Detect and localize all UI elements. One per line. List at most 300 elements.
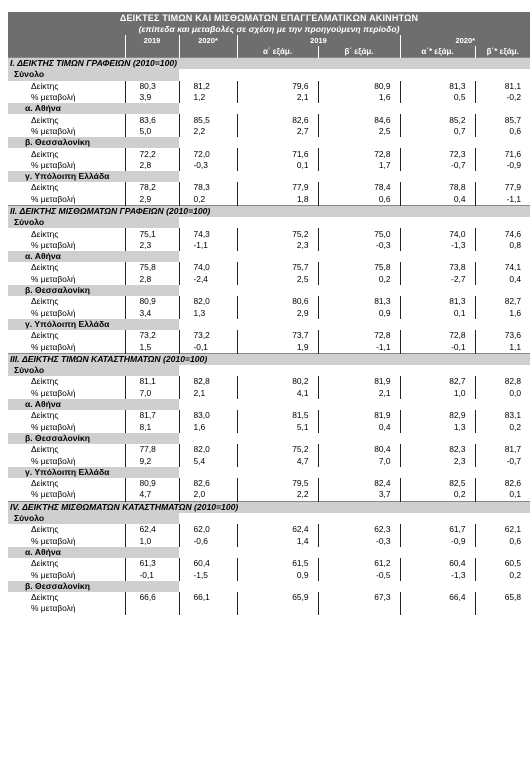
group-name: γ. Υπόλοιπη Ελλάδα bbox=[8, 467, 179, 478]
group-spacer bbox=[179, 365, 530, 376]
table-row bbox=[8, 603, 530, 614]
row-label: % μεταβολή bbox=[31, 421, 76, 432]
document-page bbox=[8, 12, 530, 615]
value-cell: 65,8 bbox=[475, 592, 530, 603]
row-label: Δείκτης bbox=[31, 114, 59, 125]
value-cell: 1,6 bbox=[318, 92, 400, 103]
year-header-row bbox=[8, 35, 530, 46]
value-cell: 81,1 bbox=[475, 81, 530, 92]
table-row bbox=[8, 81, 530, 92]
value-cell: 81,9 bbox=[318, 376, 400, 387]
year-header: 2020* bbox=[179, 35, 237, 46]
value-cell: 71,6 bbox=[475, 148, 530, 159]
value-cell: 78,4 bbox=[318, 182, 400, 193]
value-cell: 2,0 bbox=[179, 489, 237, 501]
value-cell: 1,0 bbox=[125, 535, 179, 546]
group-spacer bbox=[179, 513, 530, 524]
value-cell: 1,9 bbox=[237, 341, 318, 353]
value-cell: 2,1 bbox=[179, 388, 237, 399]
value-cell: 66,6 bbox=[125, 592, 179, 603]
value-cell: 67,3 bbox=[318, 592, 400, 603]
section-header-row bbox=[8, 353, 530, 365]
row-label: % μεταβολή bbox=[31, 387, 76, 398]
table-row bbox=[8, 228, 530, 239]
row-label: Δείκτης bbox=[31, 444, 59, 455]
value-cell: -0,3 bbox=[318, 535, 400, 546]
row-label: % μεταβολή bbox=[31, 603, 76, 614]
value-cell bbox=[400, 603, 475, 614]
group-name: β. Θεσσαλονίκη bbox=[8, 433, 179, 444]
value-cell: 2,8 bbox=[125, 274, 179, 285]
group-header-row bbox=[8, 399, 530, 410]
section-header-row bbox=[8, 205, 530, 217]
value-cell: 62,4 bbox=[237, 524, 318, 535]
value-cell: 9,2 bbox=[125, 455, 179, 466]
row-label: % μεταβολή bbox=[31, 535, 76, 546]
value-cell: 82,6 bbox=[237, 114, 318, 125]
value-cell: 82,4 bbox=[318, 478, 400, 489]
value-cell: 82,9 bbox=[400, 410, 475, 421]
value-cell: 81,3 bbox=[400, 81, 475, 92]
group-header-row bbox=[8, 137, 530, 148]
value-cell: 72,8 bbox=[318, 330, 400, 341]
value-cell: 0,2 bbox=[179, 194, 237, 206]
value-cell: 0,4 bbox=[318, 422, 400, 433]
table-row bbox=[8, 330, 530, 341]
row-label: Δείκτης bbox=[31, 148, 59, 159]
value-cell: 1,8 bbox=[237, 194, 318, 206]
table-row bbox=[8, 444, 530, 455]
value-cell: 73,7 bbox=[237, 330, 318, 341]
value-cell: -0,7 bbox=[475, 455, 530, 466]
group-header-row bbox=[8, 433, 530, 444]
value-cell: 75,2 bbox=[237, 444, 318, 455]
group-header-row bbox=[8, 581, 530, 592]
value-cell: 61,5 bbox=[237, 558, 318, 569]
value-cell: 0,6 bbox=[475, 535, 530, 546]
row-label: % μεταβολή bbox=[31, 92, 76, 103]
value-cell: 0,2 bbox=[475, 422, 530, 433]
group-name: β. Θεσσαλονίκη bbox=[8, 581, 179, 592]
value-cell: 3,4 bbox=[125, 308, 179, 319]
value-cell: 2,5 bbox=[318, 126, 400, 137]
value-cell: -0,7 bbox=[400, 160, 475, 171]
value-cell: 2,2 bbox=[179, 126, 237, 137]
year-header: 2019 bbox=[237, 35, 400, 46]
value-cell: 3,9 bbox=[125, 92, 179, 103]
value-cell: 85,7 bbox=[475, 114, 530, 125]
group-spacer bbox=[179, 547, 530, 558]
value-cell: 1,0 bbox=[400, 388, 475, 399]
value-cell: 1,3 bbox=[179, 308, 237, 319]
value-cell: 60,4 bbox=[179, 558, 237, 569]
value-cell: 75,0 bbox=[318, 228, 400, 239]
value-cell: 74,0 bbox=[400, 228, 475, 239]
value-cell: 81,7 bbox=[125, 410, 179, 421]
row-label: % μεταβολή bbox=[31, 239, 76, 250]
group-header-row bbox=[8, 103, 530, 114]
row-label: Δείκτης bbox=[31, 376, 59, 387]
value-cell: 0,4 bbox=[400, 194, 475, 206]
value-cell: 0,7 bbox=[400, 126, 475, 137]
group-name: β. Θεσσαλονίκη bbox=[8, 137, 179, 148]
value-cell: 2,7 bbox=[237, 126, 318, 137]
group-header-row bbox=[8, 319, 530, 330]
value-cell: 8,1 bbox=[125, 422, 179, 433]
value-cell: 0,2 bbox=[475, 569, 530, 580]
group-spacer bbox=[179, 319, 530, 330]
value-cell: 73,8 bbox=[400, 262, 475, 273]
table-row bbox=[8, 296, 530, 307]
value-cell: -0,1 bbox=[179, 341, 237, 353]
value-cell: 80,9 bbox=[125, 296, 179, 307]
value-cell: -1,1 bbox=[318, 341, 400, 353]
value-cell: 62,0 bbox=[179, 524, 237, 535]
value-cell: 1,2 bbox=[179, 92, 237, 103]
table-subtitle-row bbox=[8, 24, 530, 35]
table-subtitle: (επίπεδα και μεταβολές σε σχέση με την προηγούμενη περίοδο) bbox=[8, 24, 530, 35]
value-cell: 81,3 bbox=[318, 296, 400, 307]
value-cell: 78,3 bbox=[179, 182, 237, 193]
value-cell: 81,3 bbox=[400, 296, 475, 307]
table-row bbox=[8, 262, 530, 273]
value-cell: 79,6 bbox=[237, 81, 318, 92]
value-cell: 85,5 bbox=[179, 114, 237, 125]
value-cell: 1,5 bbox=[125, 341, 179, 353]
value-cell bbox=[318, 603, 400, 614]
value-cell: 84,6 bbox=[318, 114, 400, 125]
value-cell: 80,4 bbox=[318, 444, 400, 455]
half-year-header: α΄* εξάμ. bbox=[400, 46, 475, 58]
value-cell: 81,5 bbox=[237, 410, 318, 421]
value-cell: 60,5 bbox=[475, 558, 530, 569]
value-cell: 75,2 bbox=[237, 228, 318, 239]
row-label: Δείκτης bbox=[31, 558, 59, 569]
value-cell: 85,2 bbox=[400, 114, 475, 125]
group-spacer bbox=[179, 137, 530, 148]
value-cell: 1,4 bbox=[237, 535, 318, 546]
row-label: % μεταβολή bbox=[31, 489, 76, 500]
value-cell: 81,2 bbox=[179, 81, 237, 92]
group-header-row bbox=[8, 285, 530, 296]
corner-cell bbox=[8, 46, 125, 58]
value-cell bbox=[125, 603, 179, 614]
value-cell: 5,1 bbox=[237, 422, 318, 433]
value-cell: 66,4 bbox=[400, 592, 475, 603]
value-cell: 1,6 bbox=[179, 422, 237, 433]
value-cell: 2,1 bbox=[237, 92, 318, 103]
table-row bbox=[8, 274, 530, 285]
table-row bbox=[8, 126, 530, 137]
table-title: ΔΕΙΚΤΕΣ ΤΙΜΩΝ ΚΑΙ ΜΙΣΘΩΜΑΤΩΝ ΕΠΑΓΓΕΛΜΑΤΙΚΩΝ ΑΚΙΝΗΤΩΝ bbox=[8, 12, 530, 24]
value-cell: 73,6 bbox=[475, 330, 530, 341]
value-cell: 79,5 bbox=[237, 478, 318, 489]
table-row bbox=[8, 182, 530, 193]
table-row bbox=[8, 524, 530, 535]
group-spacer bbox=[179, 171, 530, 182]
value-cell: 66,1 bbox=[179, 592, 237, 603]
table-row bbox=[8, 489, 530, 501]
value-cell: 1,7 bbox=[318, 160, 400, 171]
table-row bbox=[8, 160, 530, 171]
row-label: % μεταβολή bbox=[31, 273, 76, 284]
value-cell: 82,5 bbox=[400, 478, 475, 489]
table-title-row bbox=[8, 12, 530, 24]
value-cell: 4,7 bbox=[237, 455, 318, 466]
row-label: % μεταβολή bbox=[31, 341, 76, 352]
row-label: % μεταβολή bbox=[31, 125, 76, 136]
table-row bbox=[8, 388, 530, 399]
value-cell: 75,8 bbox=[318, 262, 400, 273]
value-cell: 0,1 bbox=[400, 308, 475, 319]
value-cell: 72,8 bbox=[400, 330, 475, 341]
table-row bbox=[8, 376, 530, 387]
value-cell: 73,2 bbox=[125, 330, 179, 341]
value-cell: -0,2 bbox=[475, 92, 530, 103]
value-cell: 5,4 bbox=[179, 455, 237, 466]
value-cell: 74,1 bbox=[475, 262, 530, 273]
table-row bbox=[8, 478, 530, 489]
value-cell: 2,5 bbox=[237, 274, 318, 285]
group-spacer bbox=[179, 285, 530, 296]
value-cell: 0,6 bbox=[318, 194, 400, 206]
group-header-row bbox=[8, 69, 530, 80]
value-cell: 80,9 bbox=[125, 478, 179, 489]
value-cell: 81,7 bbox=[475, 444, 530, 455]
group-name: γ. Υπόλοιπη Ελλάδα bbox=[8, 171, 179, 182]
value-cell: 61,3 bbox=[125, 558, 179, 569]
value-cell: 81,9 bbox=[318, 410, 400, 421]
row-label: Δείκτης bbox=[31, 524, 59, 535]
value-cell: 0,4 bbox=[475, 274, 530, 285]
value-cell bbox=[475, 603, 530, 614]
price-index-table bbox=[8, 12, 530, 615]
value-cell: 72,3 bbox=[400, 148, 475, 159]
value-cell: 81,1 bbox=[125, 376, 179, 387]
group-header-row bbox=[8, 217, 530, 228]
value-cell: 71,6 bbox=[237, 148, 318, 159]
value-cell: -0,5 bbox=[318, 569, 400, 580]
section-title: I. ΔΕΙΚΤΗΣ ΤΙΜΩΝ ΓΡΑΦΕΙΩΝ (2010=100) bbox=[8, 58, 530, 70]
value-cell: 78,2 bbox=[125, 182, 179, 193]
row-label: Δείκτης bbox=[31, 330, 59, 341]
value-cell: 77,9 bbox=[475, 182, 530, 193]
value-cell: 60,4 bbox=[400, 558, 475, 569]
corner-cell bbox=[8, 35, 125, 46]
value-cell: -0,9 bbox=[475, 160, 530, 171]
value-cell: -1,5 bbox=[179, 569, 237, 580]
value-cell: -1,3 bbox=[400, 240, 475, 251]
half-year-header: α΄ εξάμ. bbox=[237, 46, 318, 58]
value-cell: -0,3 bbox=[318, 240, 400, 251]
value-cell: 83,0 bbox=[179, 410, 237, 421]
row-label: % μεταβολή bbox=[31, 159, 76, 170]
table-row bbox=[8, 114, 530, 125]
value-cell: 72,2 bbox=[125, 148, 179, 159]
value-cell: 74,3 bbox=[179, 228, 237, 239]
value-cell: -0,1 bbox=[125, 569, 179, 580]
value-cell: 1,1 bbox=[475, 341, 530, 353]
group-spacer bbox=[179, 433, 530, 444]
value-cell: -0,3 bbox=[179, 160, 237, 171]
value-cell: 80,6 bbox=[237, 296, 318, 307]
value-cell: 5,0 bbox=[125, 126, 179, 137]
table-row bbox=[8, 422, 530, 433]
table-row bbox=[8, 240, 530, 251]
value-cell: 75,1 bbox=[125, 228, 179, 239]
table-row bbox=[8, 455, 530, 466]
value-cell: 82,7 bbox=[475, 296, 530, 307]
value-cell: 2,3 bbox=[237, 240, 318, 251]
row-label: Δείκτης bbox=[31, 296, 59, 307]
value-cell: 82,3 bbox=[400, 444, 475, 455]
group-header-row bbox=[8, 513, 530, 524]
value-cell: 2,9 bbox=[237, 308, 318, 319]
value-cell: 83,6 bbox=[125, 114, 179, 125]
value-cell: 0,1 bbox=[237, 160, 318, 171]
value-cell: 0,1 bbox=[475, 489, 530, 501]
group-name: α. Αθήνα bbox=[8, 399, 179, 410]
value-cell: 7,0 bbox=[318, 455, 400, 466]
section-header-row bbox=[8, 501, 530, 513]
table-row bbox=[8, 592, 530, 603]
value-cell: 2,9 bbox=[125, 194, 179, 206]
group-header-row bbox=[8, 365, 530, 376]
value-cell: 75,7 bbox=[237, 262, 318, 273]
group-spacer bbox=[179, 251, 530, 262]
half-year-header-row bbox=[8, 46, 530, 58]
value-cell: 74,6 bbox=[475, 228, 530, 239]
group-header-row bbox=[8, 251, 530, 262]
value-cell: 74,0 bbox=[179, 262, 237, 273]
value-cell: 4,1 bbox=[237, 388, 318, 399]
row-label: Δείκτης bbox=[31, 182, 59, 193]
table-row bbox=[8, 194, 530, 206]
value-cell: -1,3 bbox=[400, 569, 475, 580]
value-cell: 62,1 bbox=[475, 524, 530, 535]
value-cell: 62,3 bbox=[318, 524, 400, 535]
blank-header bbox=[179, 46, 237, 58]
row-label: % μεταβολή bbox=[31, 569, 76, 580]
value-cell: 80,2 bbox=[237, 376, 318, 387]
value-cell: 0,9 bbox=[237, 569, 318, 580]
value-cell: -0,9 bbox=[400, 535, 475, 546]
value-cell: -2,7 bbox=[400, 274, 475, 285]
value-cell: 77,9 bbox=[237, 182, 318, 193]
value-cell: 62,4 bbox=[125, 524, 179, 535]
value-cell: 2,2 bbox=[237, 489, 318, 501]
value-cell: 82,6 bbox=[475, 478, 530, 489]
table-row bbox=[8, 535, 530, 546]
row-label: % μεταβολή bbox=[31, 307, 76, 318]
half-year-header: β΄ εξάμ. bbox=[318, 46, 400, 58]
row-label: Δείκτης bbox=[31, 592, 59, 603]
value-cell: 82,6 bbox=[179, 478, 237, 489]
value-cell: 1,6 bbox=[475, 308, 530, 319]
value-cell: -1,1 bbox=[475, 194, 530, 206]
value-cell: 7,0 bbox=[125, 388, 179, 399]
half-year-header: β΄* εξάμ. bbox=[475, 46, 530, 58]
value-cell: -0,1 bbox=[400, 341, 475, 353]
blank-header bbox=[125, 46, 179, 58]
section-title: II. ΔΕΙΚΤΗΣ ΜΙΣΘΩΜΑΤΩΝ ΓΡΑΦΕΙΩΝ (2010=100) bbox=[8, 205, 530, 217]
group-spacer bbox=[179, 399, 530, 410]
value-cell: -0,6 bbox=[179, 535, 237, 546]
table-row bbox=[8, 308, 530, 319]
value-cell: 80,9 bbox=[318, 81, 400, 92]
group-spacer bbox=[179, 103, 530, 114]
value-cell bbox=[179, 603, 237, 614]
section-title: III. ΔΕΙΚΤΗΣ ΤΙΜΩΝ ΚΑΤΑΣΤΗΜΑΤΩΝ (2010=100) bbox=[8, 353, 530, 365]
group-name: Σύνολο bbox=[8, 217, 179, 228]
group-name: Σύνολο bbox=[8, 69, 179, 80]
group-spacer bbox=[179, 581, 530, 592]
section-title: IV. ΔΕΙΚΤΗΣ ΜΙΣΘΩΜΑΤΩΝ ΚΑΤΑΣΤΗΜΑΤΩΝ (2010=100) bbox=[8, 501, 530, 513]
table-row bbox=[8, 410, 530, 421]
table-row bbox=[8, 148, 530, 159]
value-cell: 83,1 bbox=[475, 410, 530, 421]
value-cell: 82,0 bbox=[179, 296, 237, 307]
value-cell: 0,2 bbox=[318, 274, 400, 285]
group-name: Σύνολο bbox=[8, 513, 179, 524]
group-header-row bbox=[8, 171, 530, 182]
value-cell: 0,5 bbox=[400, 92, 475, 103]
group-spacer bbox=[179, 467, 530, 478]
row-label: Δείκτης bbox=[31, 410, 59, 421]
value-cell: 82,7 bbox=[400, 376, 475, 387]
row-label: Δείκτης bbox=[31, 262, 59, 273]
value-cell: 0,9 bbox=[318, 308, 400, 319]
table-row bbox=[8, 92, 530, 103]
value-cell: 2,1 bbox=[318, 388, 400, 399]
value-cell: 80,3 bbox=[125, 81, 179, 92]
table-row bbox=[8, 558, 530, 569]
group-spacer bbox=[179, 69, 530, 80]
group-header-row bbox=[8, 547, 530, 558]
value-cell: 2,8 bbox=[125, 160, 179, 171]
group-name: α. Αθήνα bbox=[8, 251, 179, 262]
value-cell: 72,8 bbox=[318, 148, 400, 159]
group-name: α. Αθήνα bbox=[8, 547, 179, 558]
value-cell: 82,8 bbox=[475, 376, 530, 387]
value-cell: 0,0 bbox=[475, 388, 530, 399]
value-cell: 1,3 bbox=[400, 422, 475, 433]
year-header: 2019 bbox=[125, 35, 179, 46]
group-spacer bbox=[179, 217, 530, 228]
value-cell: 82,0 bbox=[179, 444, 237, 455]
row-label: Δείκτης bbox=[31, 228, 59, 239]
value-cell: 75,8 bbox=[125, 262, 179, 273]
group-header-row bbox=[8, 467, 530, 478]
value-cell bbox=[237, 603, 318, 614]
group-name: Σύνολο bbox=[8, 365, 179, 376]
value-cell: -2,4 bbox=[179, 274, 237, 285]
value-cell: 82,8 bbox=[179, 376, 237, 387]
value-cell: 2,3 bbox=[125, 240, 179, 251]
value-cell: 0,8 bbox=[475, 240, 530, 251]
row-label: % μεταβολή bbox=[31, 455, 76, 466]
value-cell: 72,0 bbox=[179, 148, 237, 159]
table-row bbox=[8, 569, 530, 580]
section-header-row bbox=[8, 58, 530, 70]
value-cell: 78,8 bbox=[400, 182, 475, 193]
row-label: Δείκτης bbox=[31, 478, 59, 489]
value-cell: 61,7 bbox=[400, 524, 475, 535]
value-cell: 61,2 bbox=[318, 558, 400, 569]
group-name: β. Θεσσαλονίκη bbox=[8, 285, 179, 296]
value-cell: 65,9 bbox=[237, 592, 318, 603]
value-cell: -1,1 bbox=[179, 240, 237, 251]
